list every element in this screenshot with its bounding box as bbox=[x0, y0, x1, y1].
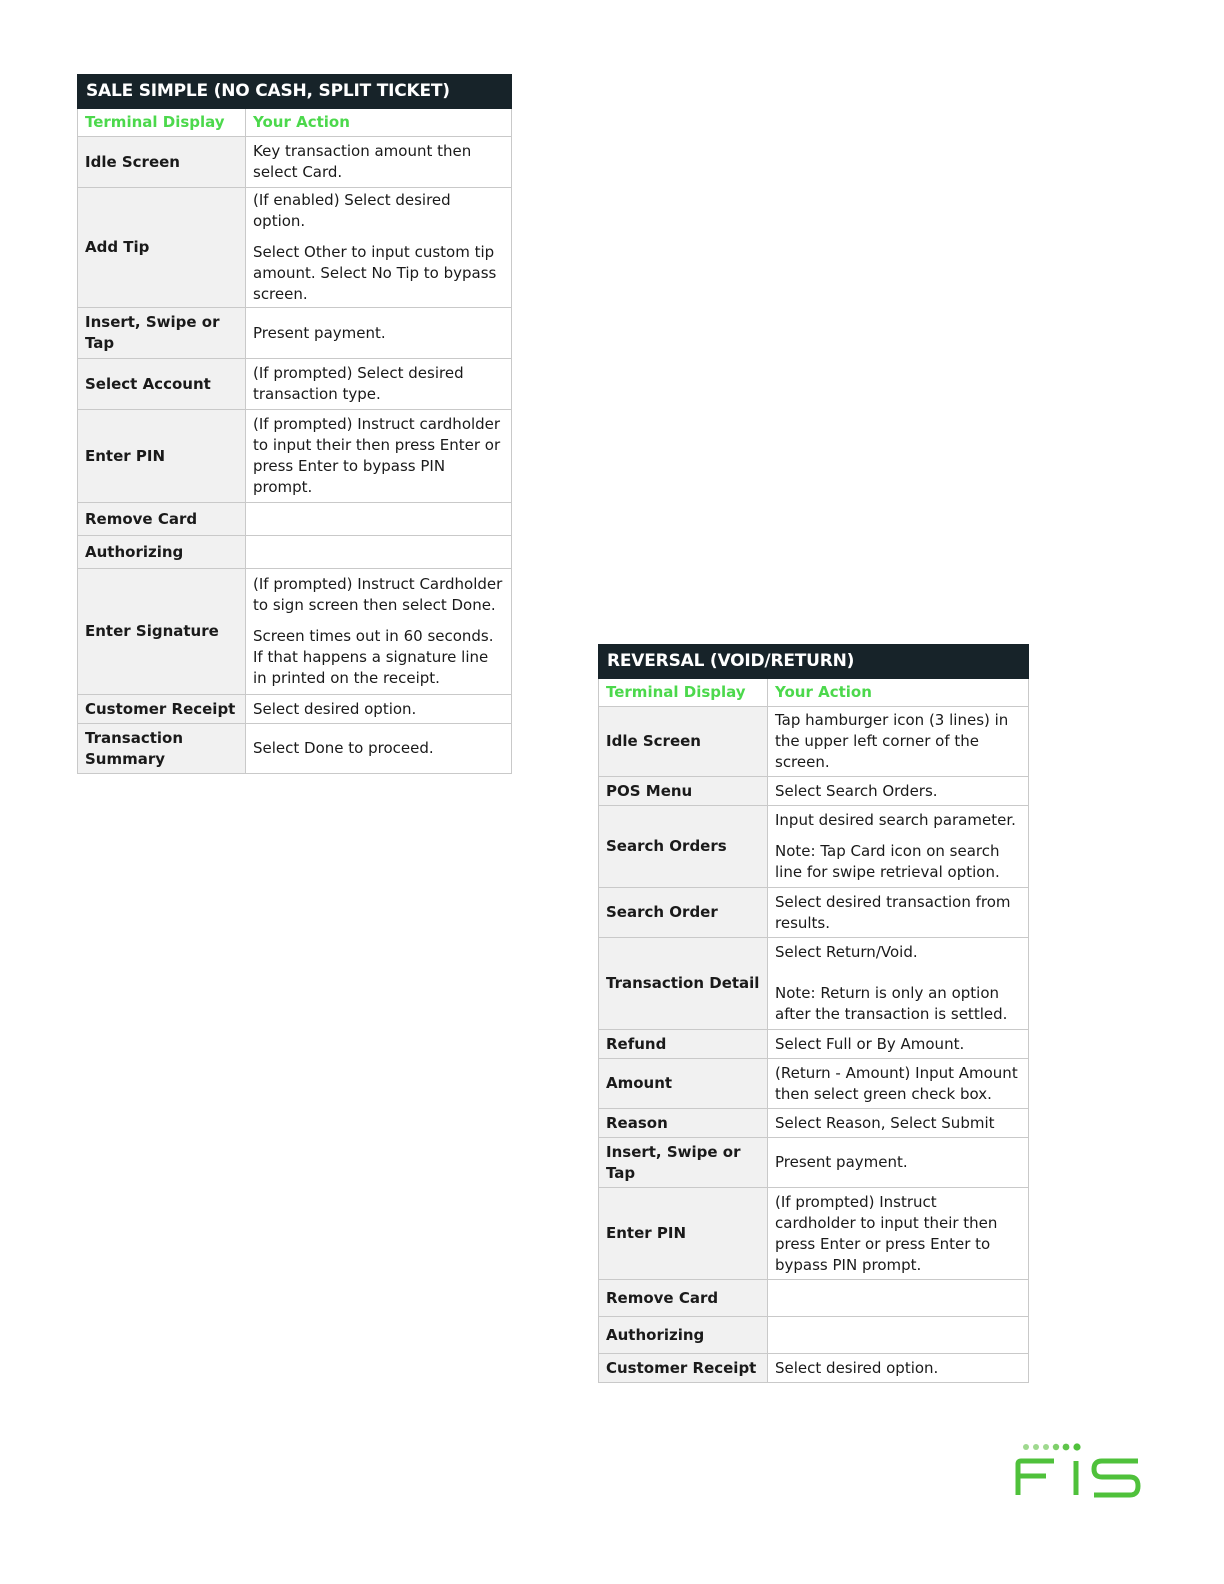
action-cell bbox=[246, 695, 512, 724]
action-text: Present payment. bbox=[253, 323, 386, 342]
terminal-display-cell: Authorizing bbox=[78, 536, 246, 569]
table-row bbox=[599, 1059, 1029, 1109]
action-cell bbox=[246, 536, 512, 569]
table-row bbox=[599, 1138, 1029, 1188]
action-cell bbox=[246, 410, 512, 503]
terminal-display-cell: Transaction Summary bbox=[78, 724, 246, 774]
table-row bbox=[78, 308, 512, 359]
terminal-display-cell: Search Orders bbox=[599, 806, 768, 888]
terminal-display-cell: Add Tip bbox=[78, 188, 246, 308]
action-text: Select desired option. bbox=[253, 699, 417, 718]
action-cell bbox=[768, 806, 1029, 888]
logo-letters bbox=[1018, 1461, 1138, 1495]
table-row bbox=[78, 695, 512, 724]
terminal-display-cell: Reason bbox=[599, 1109, 768, 1138]
action-text: Select Full or By Amount. bbox=[775, 1034, 965, 1053]
terminal-display-cell: Enter PIN bbox=[599, 1188, 768, 1280]
action-cell bbox=[768, 888, 1029, 938]
action-cell bbox=[768, 1188, 1029, 1280]
terminal-display-cell: Select Account bbox=[78, 359, 246, 410]
action-cell bbox=[768, 1280, 1029, 1317]
action-cell bbox=[246, 503, 512, 536]
reversal-table-title: REVERSAL (VOID/RETURN) bbox=[599, 645, 1029, 679]
terminal-display-cell: Insert, Swipe or Tap bbox=[78, 308, 246, 359]
sale-header-row bbox=[78, 109, 512, 137]
table-row bbox=[599, 777, 1029, 806]
action-cell bbox=[246, 359, 512, 410]
table-row bbox=[599, 888, 1029, 938]
table-row bbox=[78, 359, 512, 410]
action-text: Screen times out in 60 seconds. If that happens a signature line in printed on the receipt. bbox=[253, 627, 494, 687]
table-row bbox=[599, 1030, 1029, 1059]
table-row bbox=[78, 503, 512, 536]
terminal-display-cell: Idle Screen bbox=[599, 707, 768, 777]
terminal-display-cell: Authorizing bbox=[599, 1317, 768, 1354]
terminal-display-cell: Enter Signature bbox=[78, 569, 246, 695]
terminal-display-cell: Remove Card bbox=[599, 1280, 768, 1317]
action-cell bbox=[246, 188, 512, 308]
table-row bbox=[599, 1188, 1029, 1280]
action-text: Select desired transaction from results. bbox=[775, 892, 1011, 932]
action-text: Select Search Orders. bbox=[775, 781, 938, 800]
table-row bbox=[78, 410, 512, 503]
action-text: Select Reason, Select Submit bbox=[775, 1113, 995, 1132]
action-cell bbox=[246, 137, 512, 188]
action-text: (If enabled) Select desired option. bbox=[253, 191, 451, 230]
table-row bbox=[78, 137, 512, 188]
sale-col-your-action: Your Action bbox=[246, 109, 512, 137]
action-text: Present payment. bbox=[775, 1153, 908, 1171]
terminal-display-cell: POS Menu bbox=[599, 777, 768, 806]
reversal-title-row bbox=[599, 645, 1029, 679]
action-text: Select Other to input custom tip amount. Select No Tip to bypass screen. bbox=[253, 243, 497, 303]
reversal-col-your-action: Your Action bbox=[768, 679, 1029, 707]
table-row bbox=[599, 1317, 1029, 1354]
action-text: (If prompted) Instruct cardholder to input their then press Enter or press Enter to bypass PIN prompt. bbox=[775, 1192, 998, 1274]
table-row bbox=[599, 1109, 1029, 1138]
table-row bbox=[78, 536, 512, 569]
sale-simple-table bbox=[77, 74, 512, 774]
action-cell bbox=[768, 707, 1029, 777]
sale-title-row bbox=[78, 75, 512, 109]
action-cell bbox=[768, 1109, 1029, 1138]
reversal-col-terminal-display: Terminal Display bbox=[599, 679, 768, 707]
action-cell bbox=[768, 777, 1029, 806]
action-text: Tap hamburger icon (3 lines) in the upper left corner of the screen. bbox=[775, 711, 1009, 771]
action-text: Key transaction amount then select Card. bbox=[253, 142, 472, 181]
terminal-display-cell: Remove Card bbox=[78, 503, 246, 536]
action-cell bbox=[768, 1317, 1029, 1354]
action-cell bbox=[246, 569, 512, 695]
action-text: Note: Tap Card icon on search line for swipe retrieval option. bbox=[775, 842, 1000, 881]
table-row bbox=[599, 806, 1029, 888]
sale-col-terminal-display: Terminal Display bbox=[78, 109, 246, 137]
table-row bbox=[78, 569, 512, 695]
table-row bbox=[599, 1280, 1029, 1317]
table-row bbox=[599, 707, 1029, 777]
action-text: (If prompted) Instruct Cardholder to sign screen then select Done. bbox=[253, 575, 503, 614]
action-text: Note: Return is only an option after the transaction is settled. bbox=[775, 984, 1008, 1023]
terminal-display-cell: Idle Screen bbox=[78, 137, 246, 188]
table-row bbox=[78, 724, 512, 774]
table-row bbox=[599, 1354, 1029, 1383]
terminal-display-cell: Transaction Detail bbox=[599, 938, 768, 1030]
reversal-header-row bbox=[599, 679, 1029, 707]
action-cell bbox=[246, 308, 512, 359]
action-cell bbox=[768, 938, 1029, 1030]
terminal-display-cell: Refund bbox=[599, 1030, 768, 1059]
terminal-display-cell: Customer Receipt bbox=[599, 1354, 768, 1383]
terminal-display-cell: Insert, Swipe or Tap bbox=[599, 1138, 768, 1188]
action-text: (Return - Amount) Input Amount then select green check box. bbox=[775, 1063, 1018, 1103]
sale-table-title: SALE SIMPLE (NO CASH, SPLIT TICKET) bbox=[78, 75, 512, 109]
action-text: Select Return/Void. bbox=[775, 943, 918, 961]
terminal-display-cell: Enter PIN bbox=[78, 410, 246, 503]
terminal-display-cell: Search Order bbox=[599, 888, 768, 938]
action-text: (If prompted) Instruct cardholder to input their then press Enter or press Enter to bypass PIN prompt. bbox=[253, 415, 501, 496]
reversal-table bbox=[598, 644, 1029, 1383]
action-text: Select Done to proceed. bbox=[253, 739, 434, 757]
action-text: Select desired option. bbox=[775, 1358, 939, 1377]
fis-logo bbox=[1010, 1440, 1145, 1502]
table-row bbox=[78, 188, 512, 308]
terminal-display-cell: Customer Receipt bbox=[78, 695, 246, 724]
action-cell bbox=[768, 1030, 1029, 1059]
action-cell bbox=[768, 1059, 1029, 1109]
action-cell bbox=[768, 1138, 1029, 1188]
action-cell bbox=[246, 724, 512, 774]
action-cell bbox=[768, 1354, 1029, 1383]
logo-dots bbox=[1023, 1443, 1081, 1450]
action-text: Input desired search parameter. bbox=[775, 811, 1016, 829]
terminal-display-cell: Amount bbox=[599, 1059, 768, 1109]
table-row bbox=[599, 938, 1029, 1030]
action-text: (If prompted) Select desired transaction type. bbox=[253, 364, 464, 403]
